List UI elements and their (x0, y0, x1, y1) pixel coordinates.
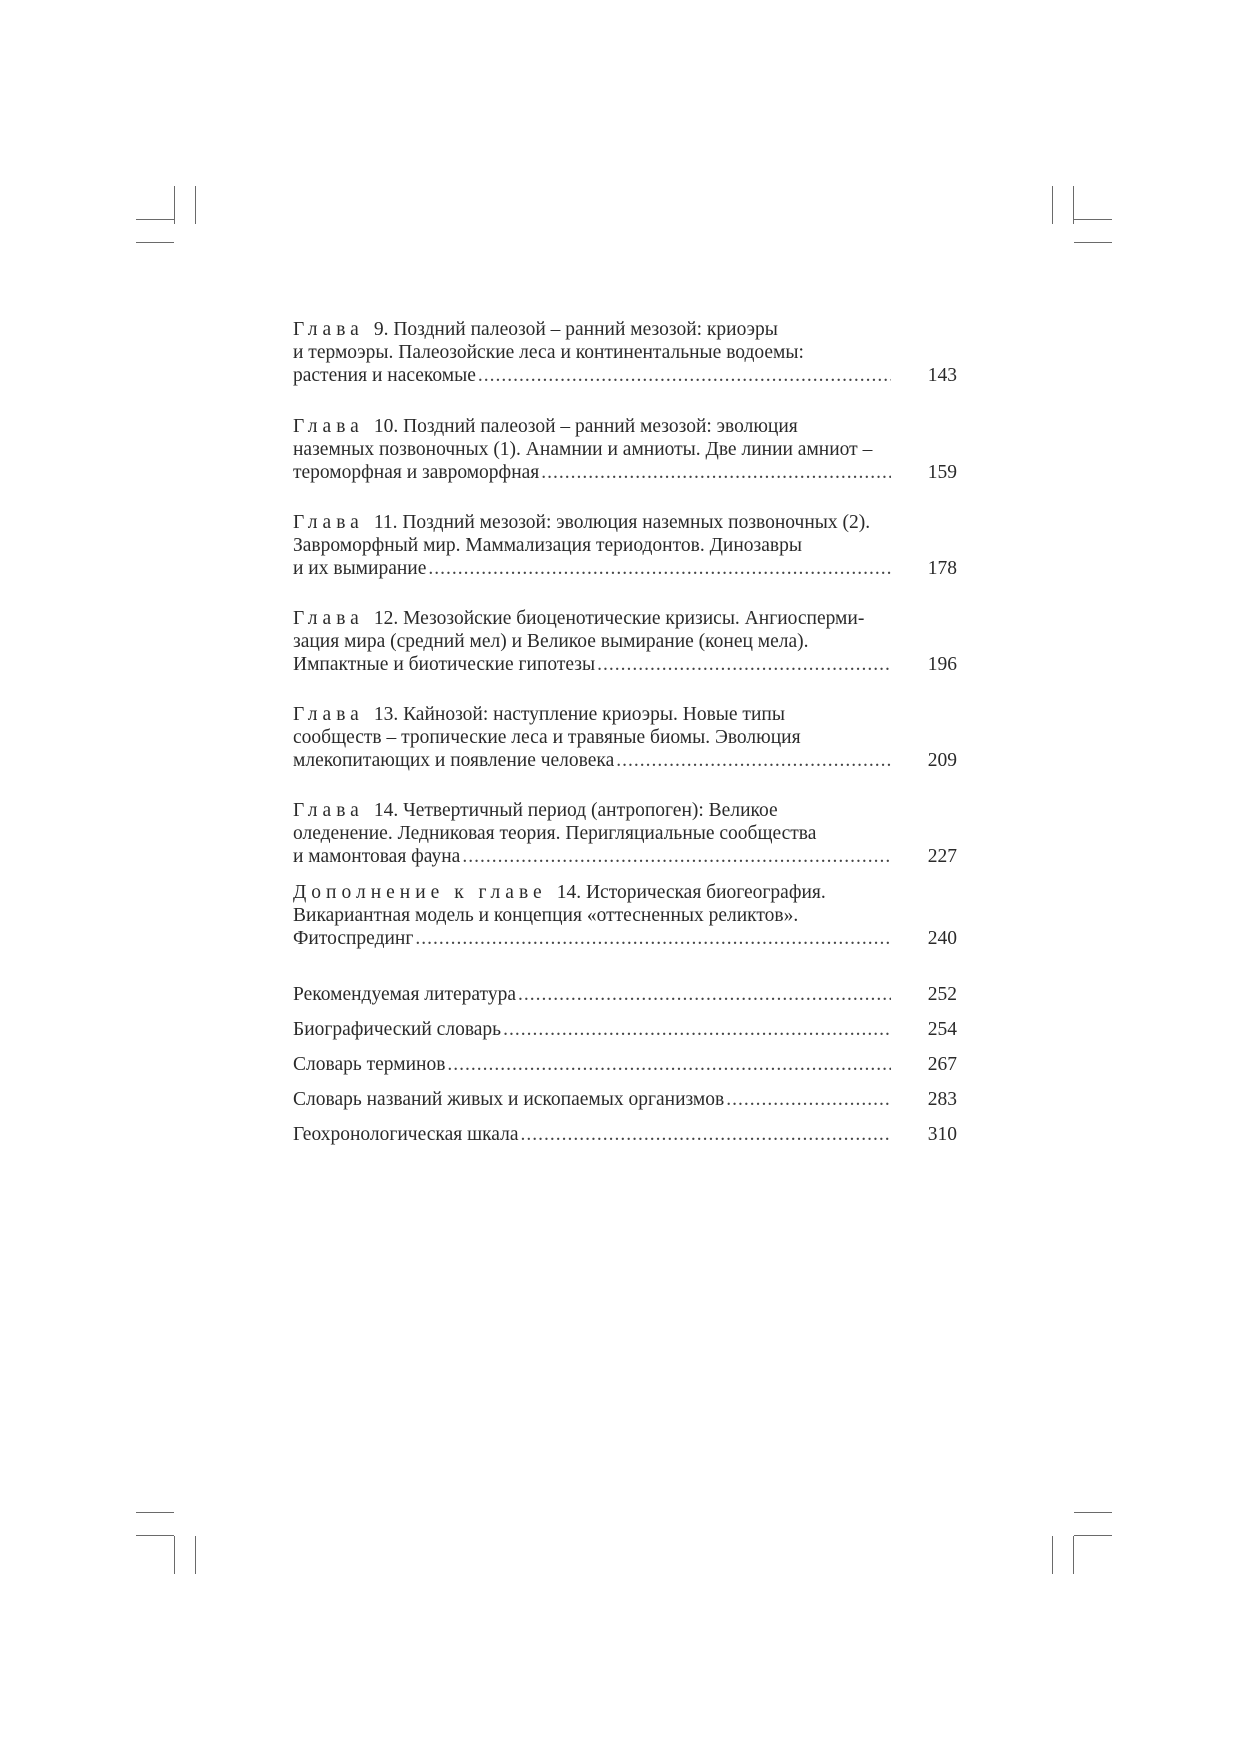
page-number: 283 (927, 1089, 957, 1110)
dot-leader (541, 461, 891, 484)
toc-entry-chapter-14[interactable] (293, 799, 957, 868)
chapter-lead: Глава (293, 800, 364, 821)
dot-leader (518, 983, 891, 1006)
chapter-title-line: оледенение. Ледниковая теория. Перигляциальные сообщества (293, 823, 817, 844)
entry-title: Словарь терминов (293, 1054, 446, 1075)
chapter-title-line: тероморфная и завроморфная (293, 462, 540, 483)
chapter-title-line: и их вымирание (293, 558, 427, 579)
chapter-title-line: млекопитающих и появление человека (293, 750, 615, 771)
toc-entry-chapter-12[interactable] (293, 607, 957, 676)
dot-leader (616, 749, 891, 772)
chapter-lead: Глава (293, 416, 364, 437)
entry-title: Биографический словарь (293, 1019, 502, 1040)
page-number: 143 (927, 365, 957, 386)
chapter-title-line: наземных позвоночных (1). Анамнии и амниоты. Две линии амниот – (293, 439, 873, 460)
toc-entry-chapter-13[interactable] (293, 703, 957, 772)
page-number: 159 (927, 462, 957, 483)
chapter-title-line: и термоэры. Палеозойские леса и континентальные водоемы: (293, 342, 804, 363)
toc-entry-organism-names[interactable] (293, 1088, 957, 1111)
dot-leader (521, 1123, 892, 1146)
dot-leader (597, 653, 891, 676)
dot-leader (503, 1018, 891, 1041)
toc-entry-supplement-14[interactable] (293, 881, 957, 950)
chapter-title-line: 14. Историческая биогеография. (556, 882, 826, 903)
dot-leader (726, 1088, 891, 1111)
chapter-title-line: зация мира (средний мел) и Великое вымирание (конец мела). (293, 631, 809, 652)
chapter-title-line: Импактные и биотические гипотезы (293, 654, 596, 675)
entry-title: Словарь названий живых и ископаемых организмов (293, 1089, 725, 1110)
toc-entry-chapter-11[interactable] (293, 511, 957, 580)
page-number: 178 (927, 558, 957, 579)
chapter-title-line: 9. Поздний палеозой – ранний мезозой: криоэры (373, 319, 778, 340)
toc-entry-biographical-dictionary[interactable] (293, 1018, 957, 1041)
chapter-title-line: 12. Мезозойские биоценотические кризисы. Ангиосперми- (373, 608, 865, 629)
entry-title: Геохронологическая шкала (293, 1124, 519, 1145)
chapter-title-line: 13. Кайнозой: наступление криоэры. Новые типы (373, 704, 785, 725)
chapter-lead: Глава (293, 512, 364, 533)
entry-title: Рекомендуемая литература (293, 984, 516, 1005)
page-number: 227 (927, 846, 957, 867)
chapter-title-line: 14. Четвертичный период (антропоген): Великое (373, 800, 778, 821)
dot-leader (447, 1053, 891, 1076)
chapter-title-line: 11. Поздний мезозой: эволюция наземных позвоночных (2). (373, 512, 871, 533)
chapter-lead: Глава (293, 704, 364, 725)
chapter-title-line: растения и насекомые (293, 365, 476, 386)
chapter-title-line: 10. Поздний палеозой – ранний мезозой: эволюция (373, 416, 798, 437)
chapter-title-line: Завроморфный мир. Маммализация териодонтов. Динозавры (293, 535, 802, 556)
dot-leader (462, 845, 891, 868)
toc-entry-chapter-9[interactable] (293, 318, 957, 387)
dot-leader (415, 927, 891, 950)
chapter-lead: Глава (293, 608, 364, 629)
toc-entry-geochronological-scale[interactable] (293, 1123, 957, 1146)
chapter-title-line: и мамонтовая фауна (293, 846, 461, 867)
toc-entry-chapter-10[interactable] (293, 415, 957, 484)
page-number: 240 (927, 928, 957, 949)
toc-entry-recommended-literature[interactable] (293, 983, 957, 1006)
dot-leader (428, 557, 891, 580)
toc-entry-glossary[interactable] (293, 1053, 957, 1076)
page-number: 209 (927, 750, 957, 771)
page-number: 252 (927, 984, 957, 1005)
page-number: 310 (927, 1124, 957, 1145)
chapter-title-line: Фитоспрединг (293, 928, 414, 949)
chapter-lead: Дополнение к главе (293, 882, 547, 903)
chapter-title-line: Викариантная модель и концепция «оттесненных реликтов». (293, 905, 799, 926)
dot-leader (478, 364, 891, 387)
page-number: 196 (927, 654, 957, 675)
page-number: 267 (927, 1054, 957, 1075)
chapter-lead: Глава (293, 319, 364, 340)
chapter-title-line: сообществ – тропические леса и травяные биомы. Эволюция (293, 727, 801, 748)
page-number: 254 (927, 1019, 957, 1040)
